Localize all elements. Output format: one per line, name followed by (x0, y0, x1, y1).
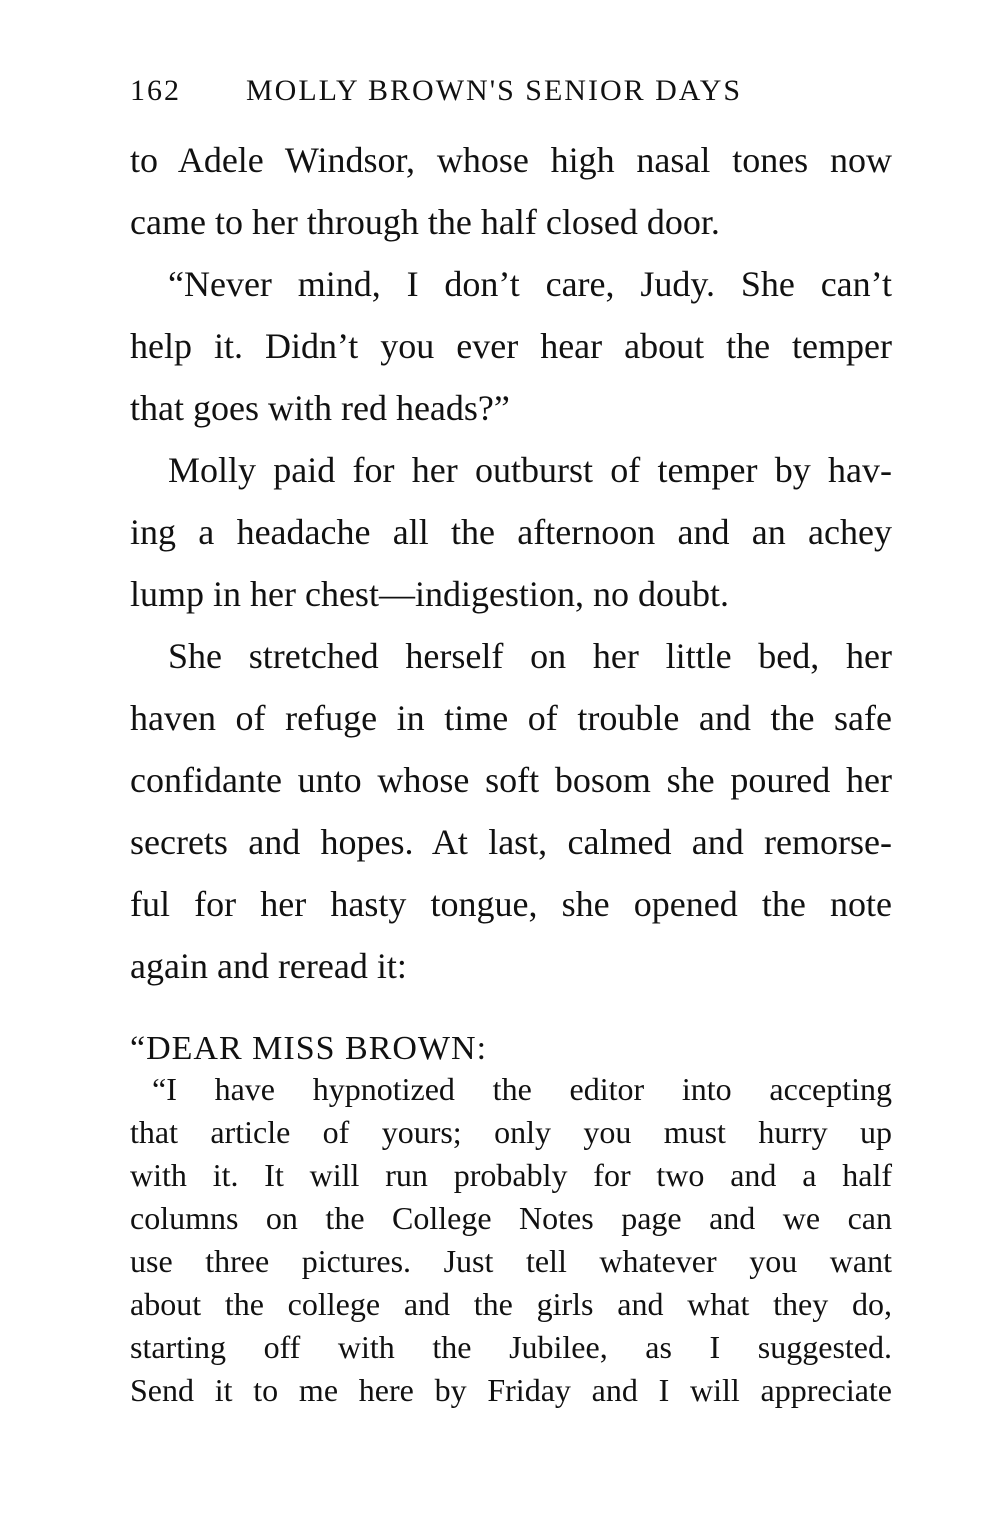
text-line: confidante unto whose soft bosom she poured her (130, 760, 892, 800)
text-line: that article of yours; only you must hurry up (130, 1114, 892, 1150)
text-line: use three pictures. Just tell whatever you want (130, 1243, 892, 1279)
letter-body (130, 1068, 892, 1412)
letter-salutation: “DEAR MISS BROWN: (130, 1030, 488, 1067)
text-line: that goes with red heads?” (130, 388, 510, 428)
text-line: “I have hypnotized the editor into accepting (152, 1071, 892, 1107)
text-line: about the college and the girls and what they do, (130, 1286, 892, 1322)
text-line: haven of refuge in time of trouble and the safe (130, 698, 892, 738)
text-line: Send it to me here by Friday and I will appreciate (130, 1372, 892, 1408)
text-line: She stretched herself on her little bed, her (168, 636, 892, 676)
text-line: secrets and hopes. At last, calmed and remorse- (130, 822, 892, 862)
text-line: ful for her hasty tongue, she opened the note (130, 884, 892, 924)
text-line: columns on the College Notes page and we can (130, 1200, 892, 1236)
text-line: Molly paid for her outburst of temper by hav- (168, 450, 892, 490)
text-line: again and reread it: (130, 946, 407, 986)
text-line: came to her through the half closed door. (130, 202, 720, 242)
text-line: ing a headache all the afternoon and an achey (130, 512, 892, 552)
text-line: starting off with the Jubilee, as I suggested. (130, 1329, 892, 1365)
paragraph-temper (130, 439, 892, 625)
running-head (130, 74, 890, 114)
paragraph-continuation (130, 129, 892, 253)
text-line: help it. Didn’t you ever hear about the temper (130, 326, 892, 366)
text-line: lump in her chest—indigestion, no doubt. (130, 574, 729, 614)
page-number: 162 (130, 74, 181, 107)
text-line: “Never mind, I don’t care, Judy. She can’t (168, 264, 892, 304)
paragraph-bed (130, 625, 892, 997)
text-line: to Adele Windsor, whose high nasal tones now (130, 140, 892, 180)
book-title: MOLLY BROWN'S SENIOR DAYS (246, 74, 743, 107)
text-line: with it. It will run probably for two and a half (130, 1157, 892, 1193)
paragraph-dialogue (130, 253, 892, 439)
